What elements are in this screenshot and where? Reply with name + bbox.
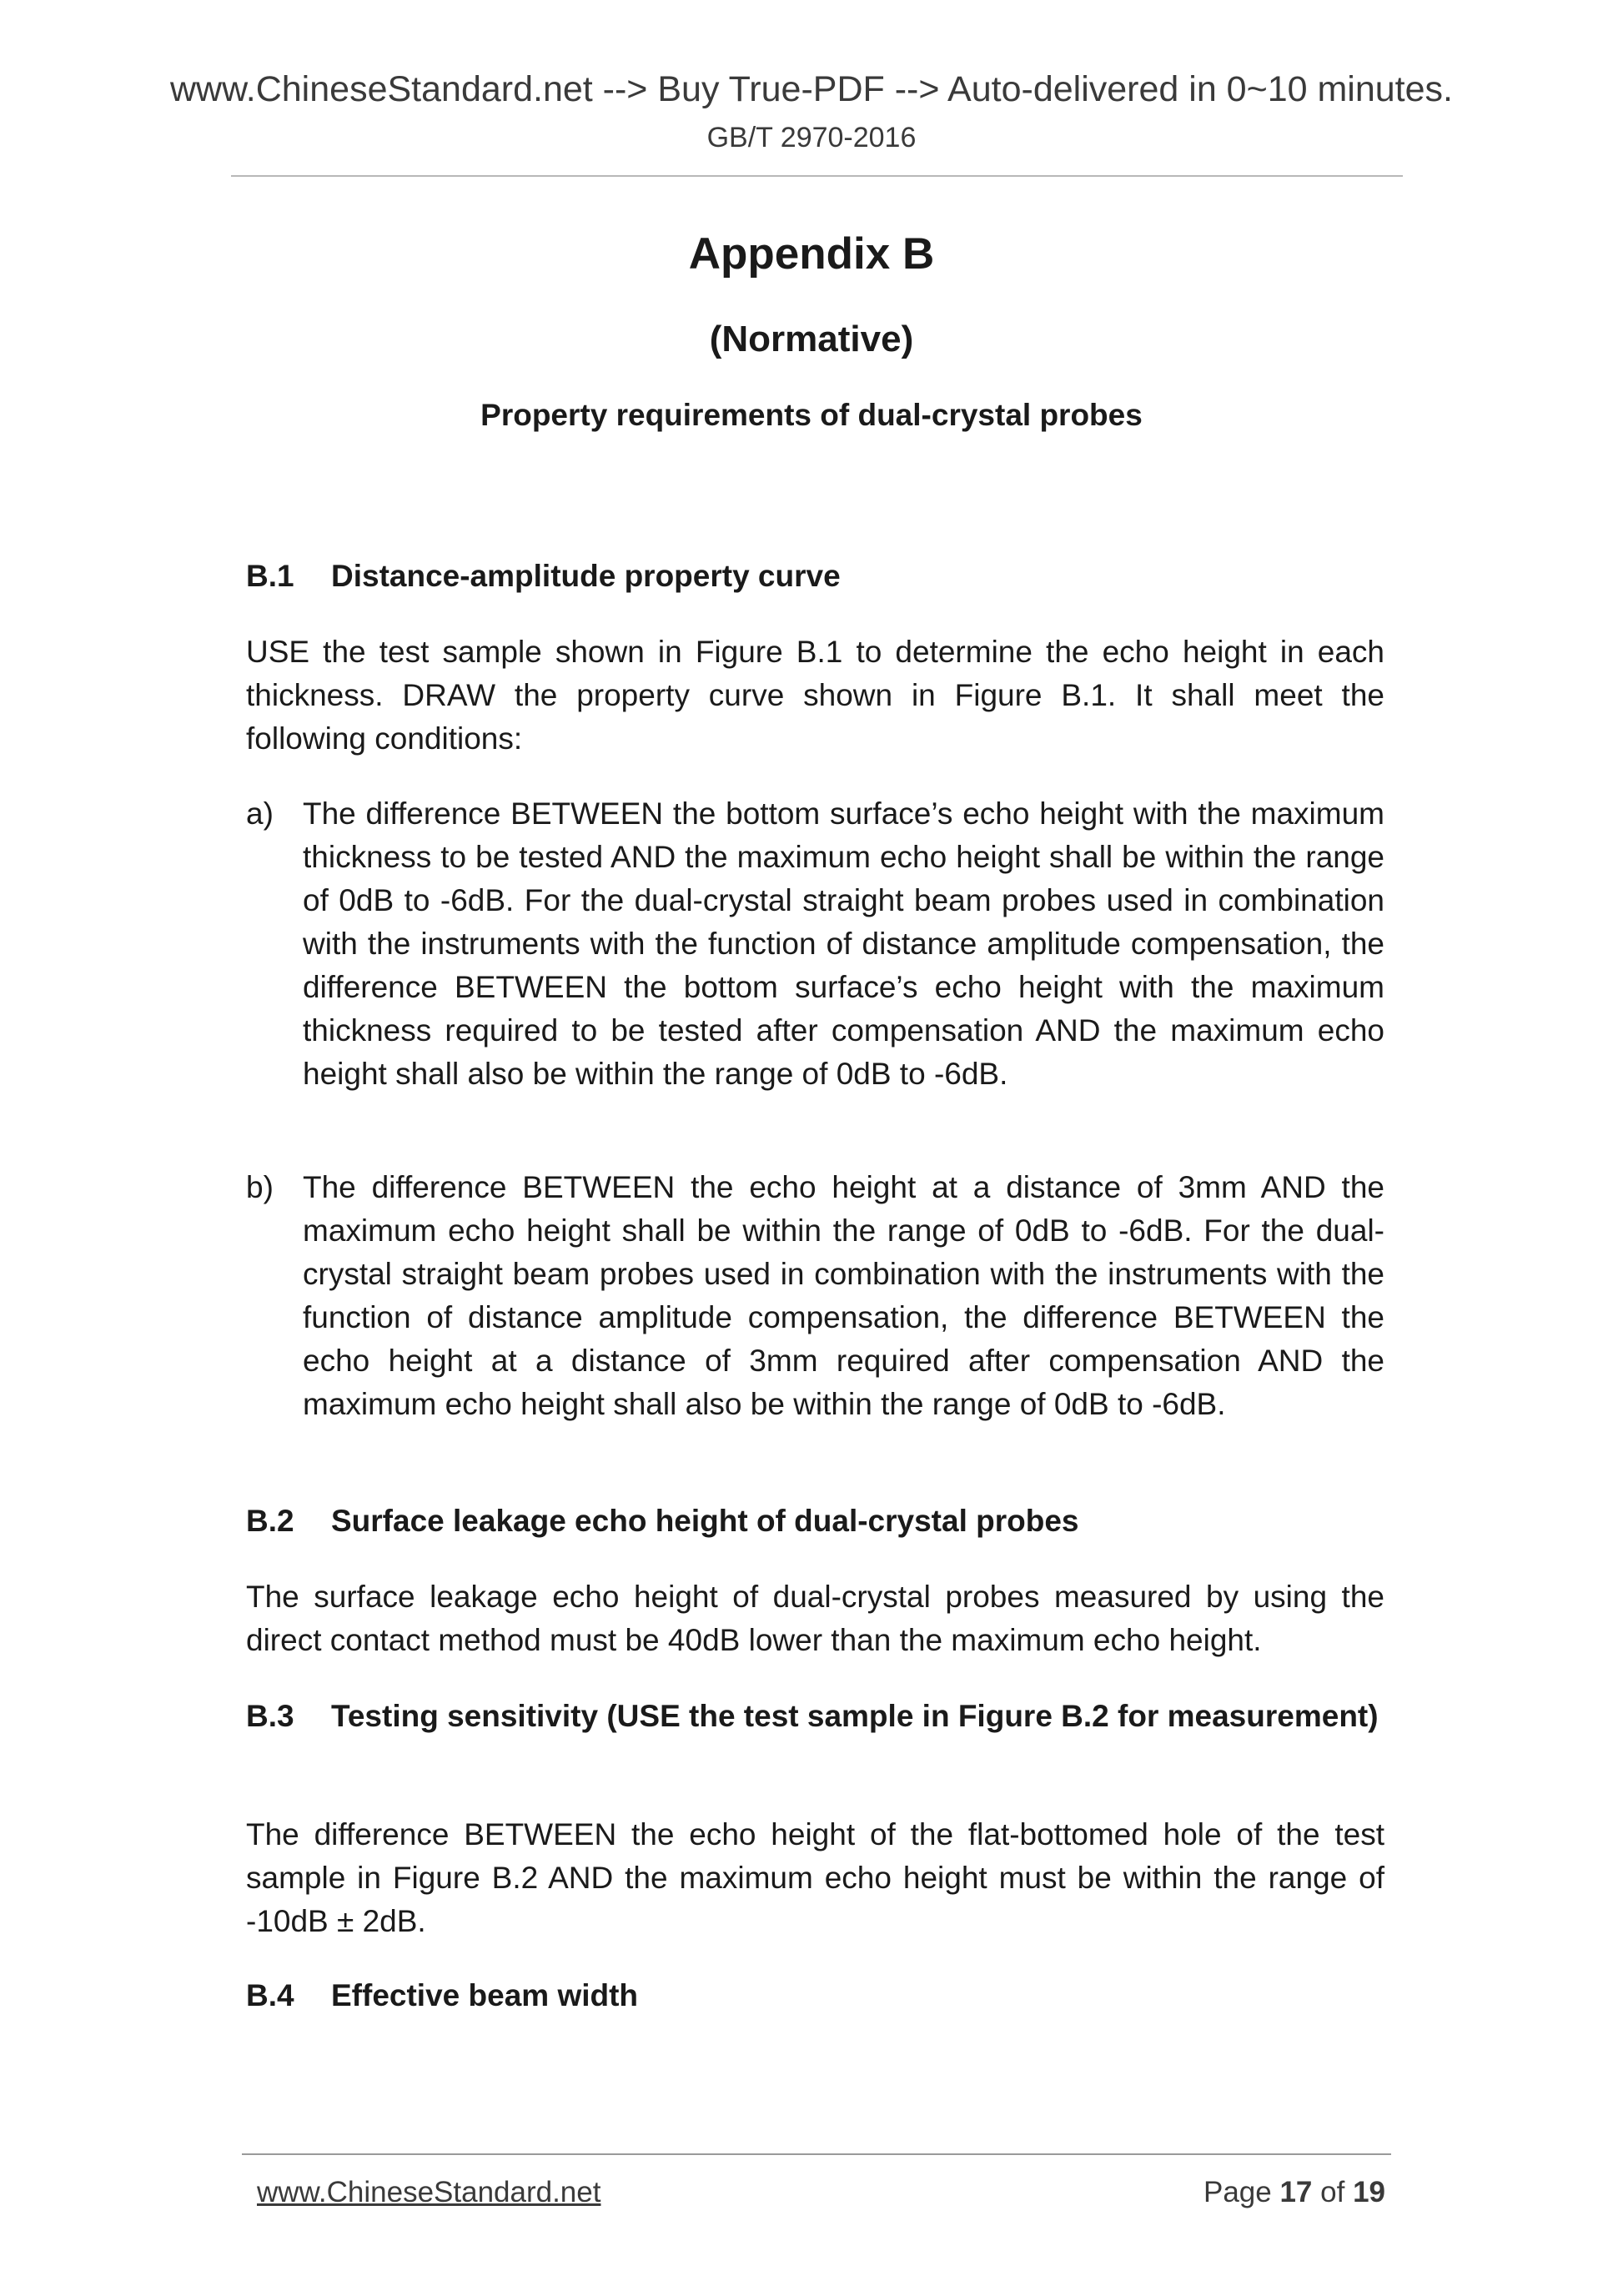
list-item-text: The difference BETWEEN the bottom surface’s echo height with the maximum thickness to be tested AND the maximum echo height shall be within the range of 0dB to -6dB. For the dual-crystal straight beam probes used in combination with the instruments with the function of distance amplitude compensation, the difference BETWEEN the bottom surface’s echo height with the maximum thickness required to be tested after compensation AND the maximum echo height shall also be within the range of 0dB to -6dB.	[303, 796, 1384, 1091]
section-number: B.3	[246, 1699, 294, 1733]
header-divider	[231, 175, 1403, 177]
section-number: B.1	[246, 559, 294, 593]
section-b4-heading	[246, 1974, 1384, 2017]
section-number: B.2	[246, 1504, 294, 1538]
section-title: Effective beam width	[331, 1978, 639, 2012]
appendix-title: Appendix B	[688, 229, 935, 279]
header-banner: www.ChineseStandard.net --> Buy True-PDF --> Auto-delivered in 0~10 minutes.	[169, 69, 1453, 109]
footer-website-link[interactable]: www.ChineseStandard.net	[257, 2176, 601, 2208]
list-item-b	[246, 1166, 1384, 1426]
footer-divider	[242, 2153, 1391, 2155]
list-marker: b)	[246, 1170, 274, 1204]
page-indicator	[1203, 2173, 1385, 2213]
section-title: Surface leakage echo height of dual-crystal probes	[331, 1504, 1079, 1538]
section-b1-heading	[246, 555, 1384, 598]
section-b2-text: The surface leakage echo height of dual-crystal probes measured by using the direct contact method must be 40dB lower than the maximum echo height.	[246, 1580, 1384, 1657]
list-item-a	[246, 792, 1384, 1096]
list-item-text: The difference BETWEEN the echo height at a distance of 3mm AND the maximum echo height shall be within the range of 0dB to -6dB. For the dual-crystal straight beam probes used in combination with the instruments with the function of distance amplitude compensation, the difference BETWEEN the echo height at a distance of 3mm required after compensation AND the maximum echo height shall also be within the range of 0dB to -6dB.	[303, 1170, 1384, 1421]
section-b1-intro: USE the test sample shown in Figure B.1 to determine the echo height in each thickness. DRAW the property curve shown in Figure B.1. It shall meet the following conditions:	[246, 635, 1384, 756]
section-b3-heading	[246, 1695, 1384, 1738]
page-label: Page	[1203, 2176, 1272, 2208]
section-title: Testing sensitivity (USE the test sample in Figure B.2 for measurement)	[331, 1699, 1379, 1733]
standard-number: GB/T 2970-2016	[706, 122, 917, 153]
section-b2-heading	[246, 1500, 1384, 1543]
page-current: 17	[1279, 2176, 1313, 2208]
list-marker: a)	[246, 796, 274, 831]
appendix-subtitle: Property requirements of dual-crystal probes	[480, 398, 1143, 432]
appendix-type: (Normative)	[709, 319, 914, 359]
section-number: B.4	[246, 1978, 294, 2012]
page-total: 19	[1353, 2176, 1385, 2208]
section-title: Distance-amplitude property curve	[331, 559, 841, 593]
page-of: of	[1320, 2176, 1345, 2208]
section-b3-text: The difference BETWEEN the echo height of the flat-bottomed hole of the test sample in Figure B.2 AND the maximum echo height must be within the range of -10dB ± 2dB.	[246, 1817, 1384, 1938]
